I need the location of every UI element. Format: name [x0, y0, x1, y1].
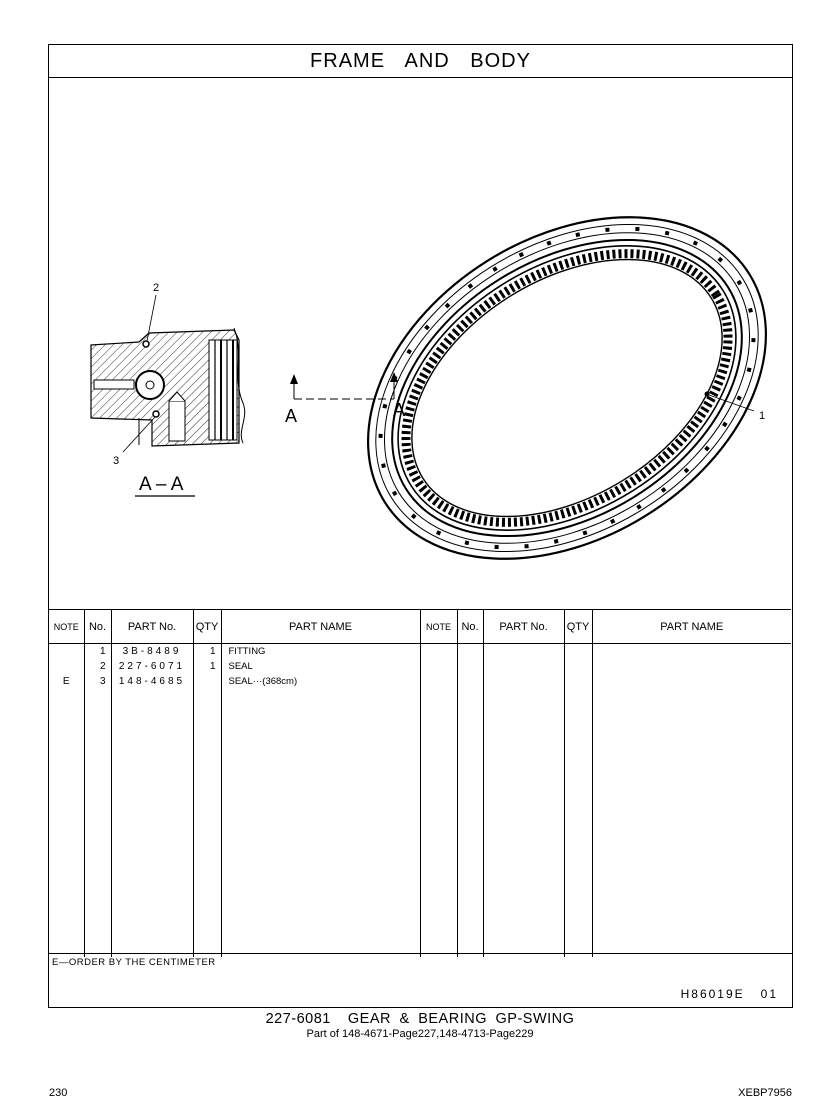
- table-cell: 1: [209, 646, 216, 657]
- col-no-left: No.: [84, 610, 111, 644]
- col-partno-left: PART No.: [111, 610, 193, 644]
- section-label: A – A: [139, 474, 184, 495]
- group-subtitle: Part of 148-4671-Page227,148-4713-Page229: [306, 1028, 534, 1040]
- part-number-cells: [111, 644, 193, 958]
- table-header-row: [49, 610, 791, 644]
- col-qty-left: QTY: [193, 610, 221, 644]
- exploded-view-drawing: [49, 78, 791, 609]
- parts-illustration: [49, 78, 791, 609]
- table-cell: [194, 674, 221, 689]
- table-cell: [49, 659, 84, 674]
- footnote: E—ORDER BY THE CENTIMETER: [52, 957, 216, 968]
- empty-cell: [457, 644, 483, 958]
- empty-cell: [592, 644, 791, 958]
- empty-cell: [564, 644, 592, 958]
- part-name-cells: [221, 644, 420, 958]
- section-marker-left: A: [285, 406, 298, 426]
- table-cell: 227-6071: [118, 661, 186, 672]
- col-partname-left: PART NAME: [221, 610, 420, 644]
- table-cell: 1: [209, 661, 216, 672]
- col-no-right: No.: [457, 610, 483, 644]
- col-partname-right: PART NAME: [592, 610, 791, 644]
- table-cell: 148-4685: [118, 676, 186, 687]
- parts-list-table: [49, 609, 791, 957]
- page-number: 230: [49, 1087, 68, 1099]
- table-cell: SEAL: [228, 661, 253, 672]
- swing-ring-gear: [305, 147, 791, 609]
- section-marker-right: A: [393, 400, 406, 420]
- table-cell: FITTING: [228, 646, 266, 657]
- table-cell: [49, 644, 84, 659]
- table-cell: SEAL···(368cm): [228, 676, 298, 687]
- empty-cell: [483, 644, 564, 958]
- catalog-frame: [48, 44, 793, 1008]
- callout-1: 1: [759, 410, 766, 422]
- table-body-row: [49, 644, 791, 958]
- col-qty-right: QTY: [564, 610, 592, 644]
- col-partno-right: PART No.: [483, 610, 564, 644]
- footnote-divider: [49, 953, 792, 954]
- illustration-reference-code: H86019E 01: [680, 987, 778, 1001]
- item-number-cells: [84, 644, 111, 958]
- note-cells: [49, 644, 84, 958]
- quantity-cells: [193, 644, 221, 958]
- group-title: 227-6081 GEAR & BEARING GP-SWING: [265, 1011, 575, 1027]
- table-cell: 3B-8489: [122, 646, 182, 657]
- table-cell: 2: [99, 661, 106, 672]
- col-note-right: NOTE: [420, 610, 457, 644]
- page-title: FRAME AND BODY: [49, 45, 792, 78]
- table-cell: 1: [99, 646, 106, 657]
- col-note-left: NOTE: [49, 610, 84, 644]
- section-detail-view: [91, 295, 245, 452]
- callout-3: 3: [113, 455, 120, 467]
- callout-2: 2: [153, 282, 160, 294]
- book-code: XEBP7956: [738, 1087, 792, 1099]
- table-cell: E: [62, 676, 70, 687]
- empty-cell: [420, 644, 457, 958]
- table-cell: 3: [99, 676, 106, 687]
